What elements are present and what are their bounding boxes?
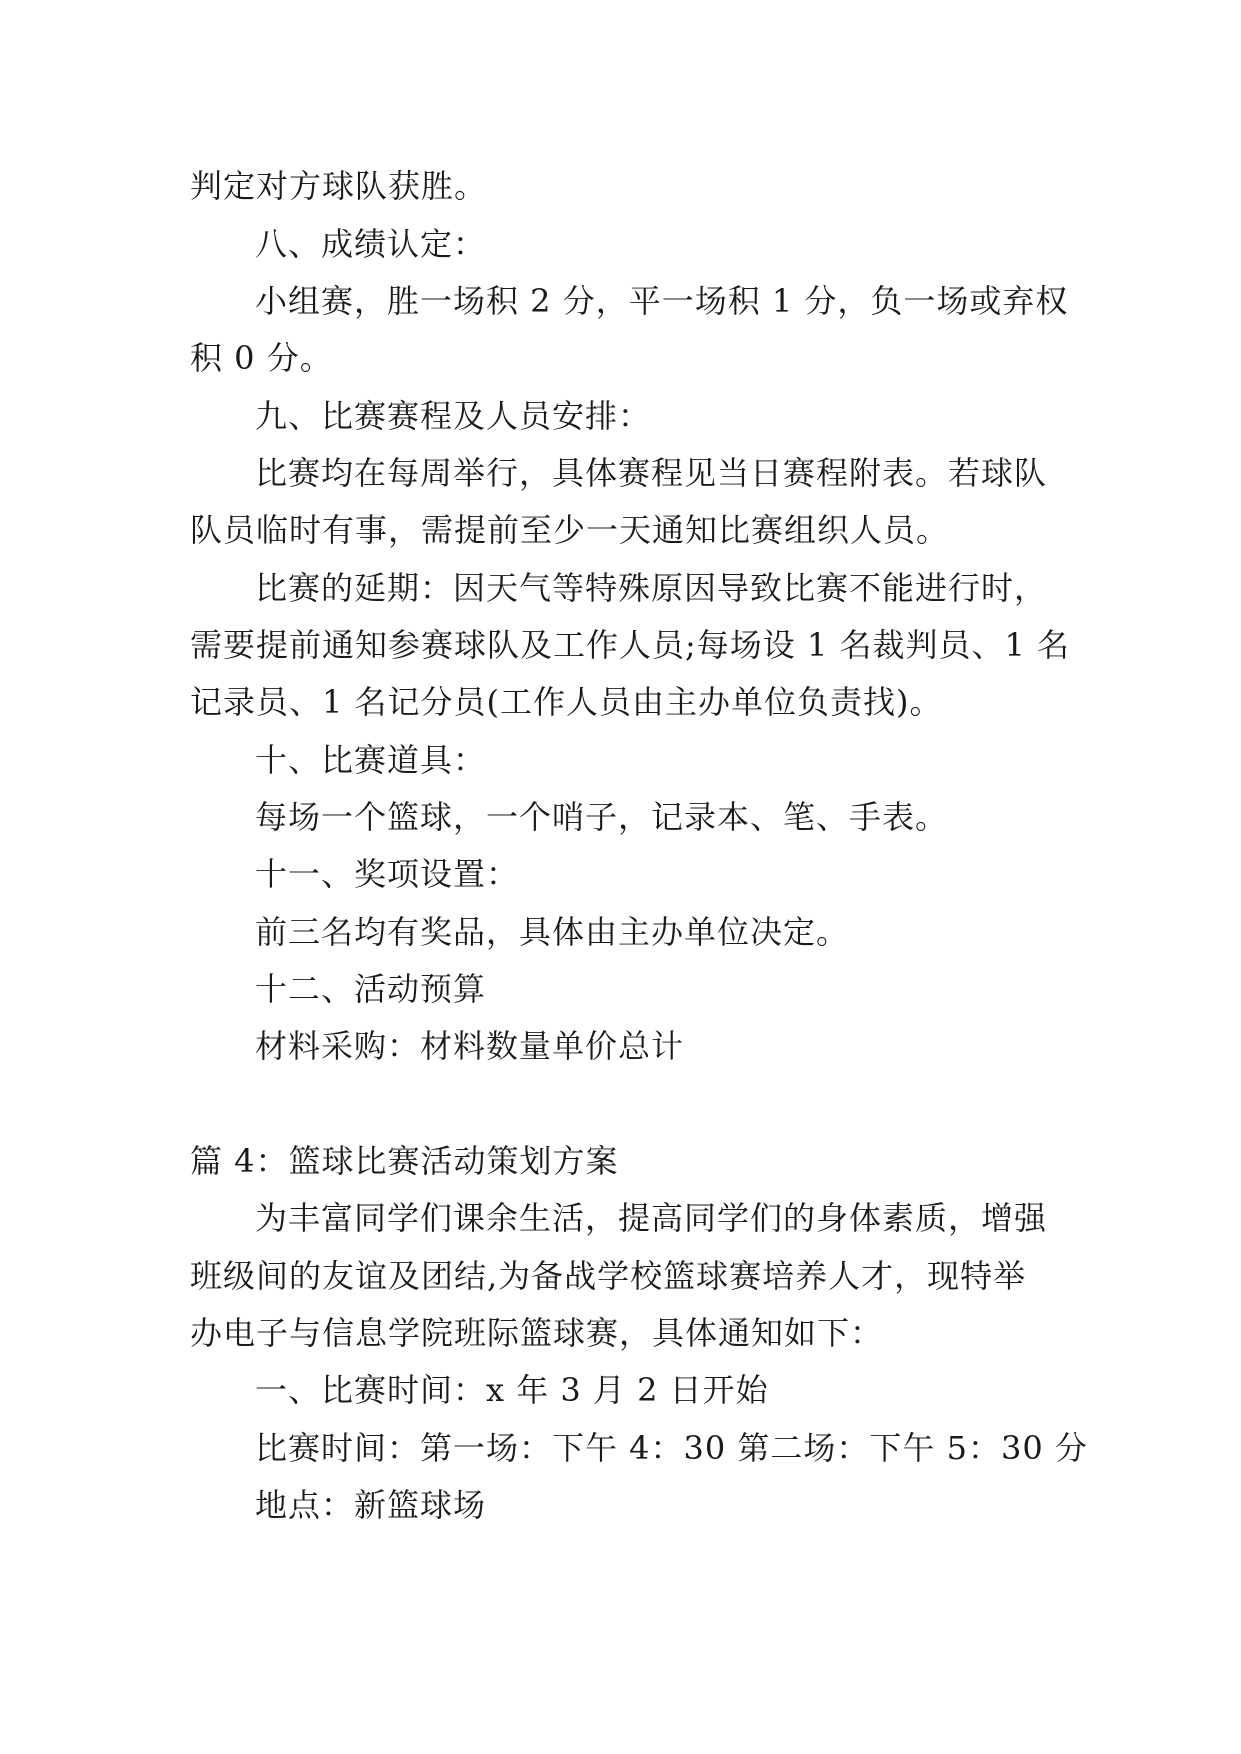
text-line: 积 0 分。 [190,339,333,377]
text-line: 每场一个篮球，一个哨子，记录本、笔、手表。 [255,798,949,836]
text-line: 办电子与信息学院班际篮球赛，具体通知如下： [190,1314,884,1352]
text-line: 小组赛，胜一场积 2 分，平一场积 1 分，负一场或弃权 [255,282,1069,320]
text-line: 前三名均有奖品，具体由主办单位决定。 [255,913,850,951]
text-line: 需要提前通知参赛球队及工作人员;每场设 1 名裁判员、1 名 [190,626,1071,664]
section-heading: 十、比赛道具： [255,741,487,779]
section-heading: 八、成绩认定： [255,225,487,263]
text-line: 材料采购：材料数量单价总计 [255,1027,685,1065]
article-title: 篇 4：篮球比赛活动策划方案 [190,1142,619,1180]
text-line: 班级间的友谊及团结,为备战学校篮球赛培养人才，现特举 [190,1257,1027,1295]
text-line: 记录员、1 名记分员(工作人员由主办单位负责找)。 [190,683,943,721]
text-line: 地点：新篮球场 [255,1486,487,1524]
text-line: 比赛均在每周举行，具体赛程见当日赛程附表。若球队 [255,454,1048,492]
text-line: 判定对方球队获胜。 [190,167,488,205]
text-line: 队员临时有事，需提前至少一天通知比赛组织人员。 [190,511,950,549]
section-heading: 十一、奖项设置： [255,855,520,893]
text-line: 比赛的延期：因天气等特殊原因导致比赛不能进行时， [255,569,1048,607]
section-heading: 一、比赛时间：x 年 3 月 2 日开始 [255,1371,769,1409]
section-heading: 十二、活动预算 [255,970,487,1008]
section-heading: 九、比赛赛程及人员安排： [255,397,652,435]
text-line: 比赛时间：第一场：下午 4：30 第二场：下午 5：30 分 [255,1429,1088,1467]
text-line: 为丰富同学们课余生活，提高同学们的身体素质，增强 [255,1199,1048,1237]
